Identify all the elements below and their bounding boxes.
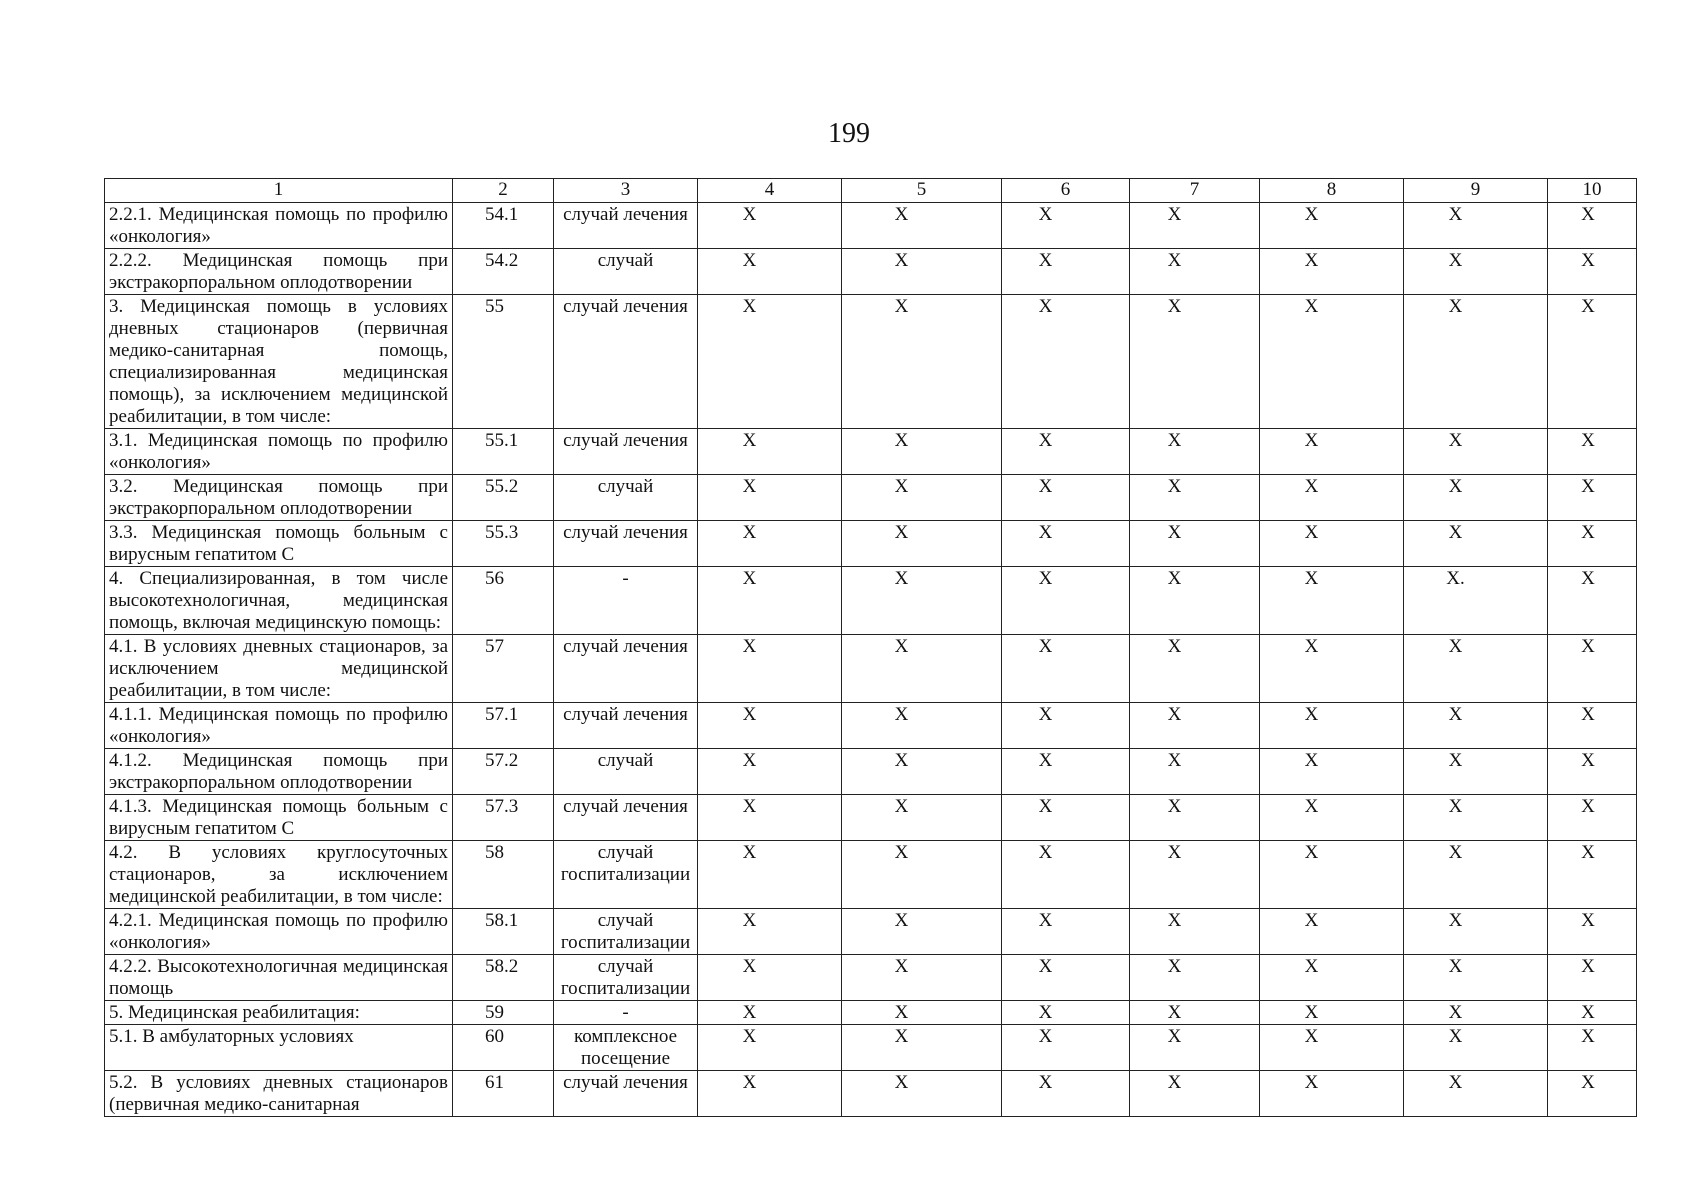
row-mark-cell: X	[1130, 475, 1260, 521]
row-mark-cell: X	[1002, 749, 1130, 795]
row-mark-cell: X	[1130, 249, 1260, 295]
row-mark-cell: X	[1404, 909, 1548, 955]
row-mark-cell: X	[1130, 1071, 1260, 1117]
row-mark-cell: X	[698, 1025, 842, 1071]
table-row	[105, 841, 1637, 909]
table-row	[105, 521, 1637, 567]
row-mark-cell: X	[1260, 703, 1404, 749]
row-mark-cell: X	[1404, 955, 1548, 1001]
row-name-cell: 2.2.1. Медицинская помощь по профилю «онкология»	[105, 203, 453, 249]
table-row	[105, 795, 1637, 841]
row-name-cell: 4.2.2. Высокотехнологичная медицинская помощь	[105, 955, 453, 1001]
row-mark-cell: X	[842, 475, 1002, 521]
row-unit-cell: случай	[554, 475, 698, 521]
column-header: 9	[1404, 179, 1548, 203]
row-mark-cell: X	[1002, 1071, 1130, 1117]
row-mark-cell: X	[1260, 521, 1404, 567]
row-mark-cell: X	[1260, 567, 1404, 635]
row-mark-cell: X	[1404, 749, 1548, 795]
row-mark-cell: X	[1548, 1001, 1637, 1025]
row-mark-cell: X	[698, 295, 842, 429]
row-mark-cell: X	[1130, 749, 1260, 795]
row-mark-cell: X	[1548, 795, 1637, 841]
row-code-cell: 60	[453, 1025, 554, 1071]
row-mark-cell: X	[1002, 635, 1130, 703]
row-mark-cell: X	[842, 909, 1002, 955]
row-mark-cell: X	[1130, 567, 1260, 635]
row-unit-cell: случай лечения	[554, 795, 698, 841]
row-mark-cell: X	[1548, 749, 1637, 795]
row-mark-cell: X	[842, 1071, 1002, 1117]
row-mark-cell: X	[1130, 635, 1260, 703]
row-mark-cell: X	[698, 1071, 842, 1117]
row-mark-cell: X	[1130, 1001, 1260, 1025]
row-name-cell: 3.2. Медицинская помощь при экстракорпоральном оплодотворении	[105, 475, 453, 521]
row-code-cell: 56	[453, 567, 554, 635]
row-code-cell: 61	[453, 1071, 554, 1117]
row-mark-cell: X	[1130, 521, 1260, 567]
row-mark-cell: X	[1260, 1025, 1404, 1071]
row-mark-cell: X	[698, 429, 842, 475]
row-mark-cell: X	[1002, 1025, 1130, 1071]
row-mark-cell: X	[842, 841, 1002, 909]
row-code-cell: 57.2	[453, 749, 554, 795]
row-unit-cell: случай лечения	[554, 429, 698, 475]
row-mark-cell: X	[698, 635, 842, 703]
row-unit-cell: случай госпитализации	[554, 841, 698, 909]
row-mark-cell: X	[1548, 841, 1637, 909]
row-mark-cell: X	[1260, 955, 1404, 1001]
row-code-cell: 58	[453, 841, 554, 909]
table-row	[105, 249, 1637, 295]
row-mark-cell: X	[1260, 635, 1404, 703]
row-mark-cell: X	[1002, 955, 1130, 1001]
table-row	[105, 1025, 1637, 1071]
row-mark-cell: X	[1002, 203, 1130, 249]
column-header: 1	[105, 179, 453, 203]
row-mark-cell: X	[1548, 567, 1637, 635]
column-header: 3	[554, 179, 698, 203]
row-unit-cell: -	[554, 1001, 698, 1025]
table-body	[105, 203, 1637, 1117]
row-unit-cell: случай лечения	[554, 1071, 698, 1117]
row-name-cell: 2.2.2. Медицинская помощь при экстракорпоральном оплодотворении	[105, 249, 453, 295]
row-mark-cell: X	[698, 1001, 842, 1025]
row-mark-cell: X	[1002, 795, 1130, 841]
row-mark-cell: X	[1260, 475, 1404, 521]
column-header: 2	[453, 179, 554, 203]
row-mark-cell: X	[1130, 203, 1260, 249]
row-mark-cell: X	[842, 1025, 1002, 1071]
row-mark-cell: X	[842, 749, 1002, 795]
row-mark-cell: X	[1404, 295, 1548, 429]
row-mark-cell: X	[1002, 475, 1130, 521]
row-mark-cell: X	[1404, 841, 1548, 909]
row-mark-cell: X	[1130, 703, 1260, 749]
row-code-cell: 54.1	[453, 203, 554, 249]
row-code-cell: 55	[453, 295, 554, 429]
row-mark-cell: X	[842, 203, 1002, 249]
table-row	[105, 955, 1637, 1001]
row-mark-cell: X	[842, 429, 1002, 475]
row-mark-cell: X	[1002, 521, 1130, 567]
row-mark-cell: X	[1260, 429, 1404, 475]
row-mark-cell: X	[842, 249, 1002, 295]
row-name-cell: 5.1. В амбулаторных условиях	[105, 1025, 453, 1071]
row-mark-cell: X	[698, 749, 842, 795]
row-code-cell: 58.2	[453, 955, 554, 1001]
row-name-cell: 4.2.1. Медицинская помощь по профилю «онкология»	[105, 909, 453, 955]
row-mark-cell: X	[1404, 635, 1548, 703]
row-mark-cell: X	[698, 955, 842, 1001]
row-mark-cell: X	[842, 703, 1002, 749]
row-name-cell: 3.3. Медицинская помощь больным с вирусным гепатитом С	[105, 521, 453, 567]
row-mark-cell: X	[1404, 475, 1548, 521]
row-mark-cell: X	[698, 909, 842, 955]
row-mark-cell: X	[842, 635, 1002, 703]
row-mark-cell: X	[1260, 1001, 1404, 1025]
table-row	[105, 203, 1637, 249]
row-mark-cell: X	[1260, 1071, 1404, 1117]
row-code-cell: 57.3	[453, 795, 554, 841]
row-mark-cell: X	[1130, 955, 1260, 1001]
row-mark-cell: X	[1260, 203, 1404, 249]
row-mark-cell: X	[1404, 203, 1548, 249]
row-mark-cell: X	[1260, 909, 1404, 955]
row-code-cell: 55.3	[453, 521, 554, 567]
row-mark-cell: X	[1260, 795, 1404, 841]
row-name-cell: 4.1.2. Медицинская помощь при экстракорпоральном оплодотворении	[105, 749, 453, 795]
row-name-cell: 4. Специализированная, в том числе высокотехнологичная, медицинская помощь, включая медицинскую помощь:	[105, 567, 453, 635]
row-mark-cell: X	[1548, 1025, 1637, 1071]
row-mark-cell: X	[698, 567, 842, 635]
row-mark-cell: X	[1404, 795, 1548, 841]
row-mark-cell: X	[842, 295, 1002, 429]
row-mark-cell: X	[698, 521, 842, 567]
row-mark-cell: X	[1548, 1071, 1637, 1117]
row-mark-cell: X	[698, 203, 842, 249]
row-unit-cell: случай	[554, 749, 698, 795]
table-row	[105, 1071, 1637, 1117]
row-mark-cell: X	[1002, 909, 1130, 955]
row-name-cell: 4.2. В условиях круглосуточных стационаров, за исключением медицинской реабилитации, в том числе:	[105, 841, 453, 909]
row-mark-cell: X	[1002, 841, 1130, 909]
row-mark-cell: X	[1130, 1025, 1260, 1071]
row-unit-cell: случай лечения	[554, 703, 698, 749]
row-mark-cell: X	[1260, 749, 1404, 795]
row-mark-cell: X	[1548, 295, 1637, 429]
table-row	[105, 749, 1637, 795]
table-row	[105, 429, 1637, 475]
row-name-cell: 4.1. В условиях дневных стационаров, за исключением медицинской реабилитации, в том числе:	[105, 635, 453, 703]
row-mark-cell: X	[1548, 475, 1637, 521]
row-mark-cell: X	[698, 475, 842, 521]
row-unit-cell: случай лечения	[554, 203, 698, 249]
row-mark-cell: X	[1548, 249, 1637, 295]
row-name-cell: 4.1.3. Медицинская помощь больным с вирусным гепатитом С	[105, 795, 453, 841]
row-code-cell: 57.1	[453, 703, 554, 749]
row-unit-cell: комплексное посещение	[554, 1025, 698, 1071]
row-mark-cell: X	[1130, 909, 1260, 955]
table-row	[105, 635, 1637, 703]
row-mark-cell: X	[1548, 909, 1637, 955]
column-header: 6	[1002, 179, 1130, 203]
row-mark-cell: X	[1548, 703, 1637, 749]
row-mark-cell: X	[1130, 429, 1260, 475]
column-header: 5	[842, 179, 1002, 203]
table-row	[105, 703, 1637, 749]
row-mark-cell: X	[1404, 521, 1548, 567]
row-unit-cell: -	[554, 567, 698, 635]
row-code-cell: 55.1	[453, 429, 554, 475]
table-header	[105, 179, 1637, 203]
row-mark-cell: X	[842, 955, 1002, 1001]
row-code-cell: 55.2	[453, 475, 554, 521]
row-code-cell: 58.1	[453, 909, 554, 955]
row-mark-cell: X	[698, 249, 842, 295]
row-mark-cell: X	[1002, 703, 1130, 749]
row-mark-cell: X	[1130, 841, 1260, 909]
table-row	[105, 475, 1637, 521]
row-mark-cell: X	[842, 567, 1002, 635]
row-unit-cell: случай госпитализации	[554, 955, 698, 1001]
row-mark-cell: X	[1404, 1025, 1548, 1071]
row-mark-cell: X	[1404, 1071, 1548, 1117]
column-header: 10	[1548, 179, 1637, 203]
column-header: 4	[698, 179, 842, 203]
column-header: 7	[1130, 179, 1260, 203]
row-mark-cell: X	[842, 521, 1002, 567]
row-mark-cell: X	[698, 795, 842, 841]
row-mark-cell: X	[842, 1001, 1002, 1025]
row-mark-cell: X	[1404, 249, 1548, 295]
row-unit-cell: случай госпитализации	[554, 909, 698, 955]
row-mark-cell: X	[1548, 955, 1637, 1001]
row-code-cell: 54.2	[453, 249, 554, 295]
page-number: 199	[828, 118, 870, 149]
row-mark-cell: X	[1548, 635, 1637, 703]
row-mark-cell: X	[1002, 295, 1130, 429]
row-name-cell: 4.1.1. Медицинская помощь по профилю «онкология»	[105, 703, 453, 749]
row-code-cell: 57	[453, 635, 554, 703]
row-mark-cell: X	[1548, 429, 1637, 475]
row-mark-cell: X	[1130, 795, 1260, 841]
column-header: 8	[1260, 179, 1404, 203]
row-mark-cell: X	[1260, 841, 1404, 909]
row-mark-cell: X	[1260, 295, 1404, 429]
table-row	[105, 909, 1637, 955]
row-mark-cell: X.	[1404, 567, 1548, 635]
row-mark-cell: X	[1002, 249, 1130, 295]
row-name-cell: 5.2. В условиях дневных стационаров (первичная медико-санитарная	[105, 1071, 453, 1117]
row-mark-cell: X	[1548, 521, 1637, 567]
row-mark-cell: X	[698, 703, 842, 749]
row-name-cell: 3. Медицинская помощь в условиях дневных стационаров (первичная медико-санитарная помощь, специализированная медицинская помощь), за исключением медицинской реабилитации, в том числе:	[105, 295, 453, 429]
row-code-cell: 59	[453, 1001, 554, 1025]
header-row	[105, 179, 1637, 203]
table-row	[105, 567, 1637, 635]
row-unit-cell: случай лечения	[554, 295, 698, 429]
row-mark-cell: X	[842, 795, 1002, 841]
row-mark-cell: X	[698, 841, 842, 909]
row-mark-cell: X	[1002, 1001, 1130, 1025]
table-row	[105, 295, 1637, 429]
row-mark-cell: X	[1404, 703, 1548, 749]
row-mark-cell: X	[1260, 249, 1404, 295]
table-row	[105, 1001, 1637, 1025]
row-mark-cell: X	[1404, 429, 1548, 475]
row-unit-cell: случай лечения	[554, 521, 698, 567]
data-table	[104, 178, 1637, 1117]
row-mark-cell: X	[1404, 1001, 1548, 1025]
row-name-cell: 5. Медицинская реабилитация:	[105, 1001, 453, 1025]
row-mark-cell: X	[1002, 567, 1130, 635]
row-unit-cell: случай	[554, 249, 698, 295]
row-mark-cell: X	[1130, 295, 1260, 429]
row-name-cell: 3.1. Медицинская помощь по профилю «онкология»	[105, 429, 453, 475]
row-unit-cell: случай лечения	[554, 635, 698, 703]
row-mark-cell: X	[1002, 429, 1130, 475]
row-mark-cell: X	[1548, 203, 1637, 249]
